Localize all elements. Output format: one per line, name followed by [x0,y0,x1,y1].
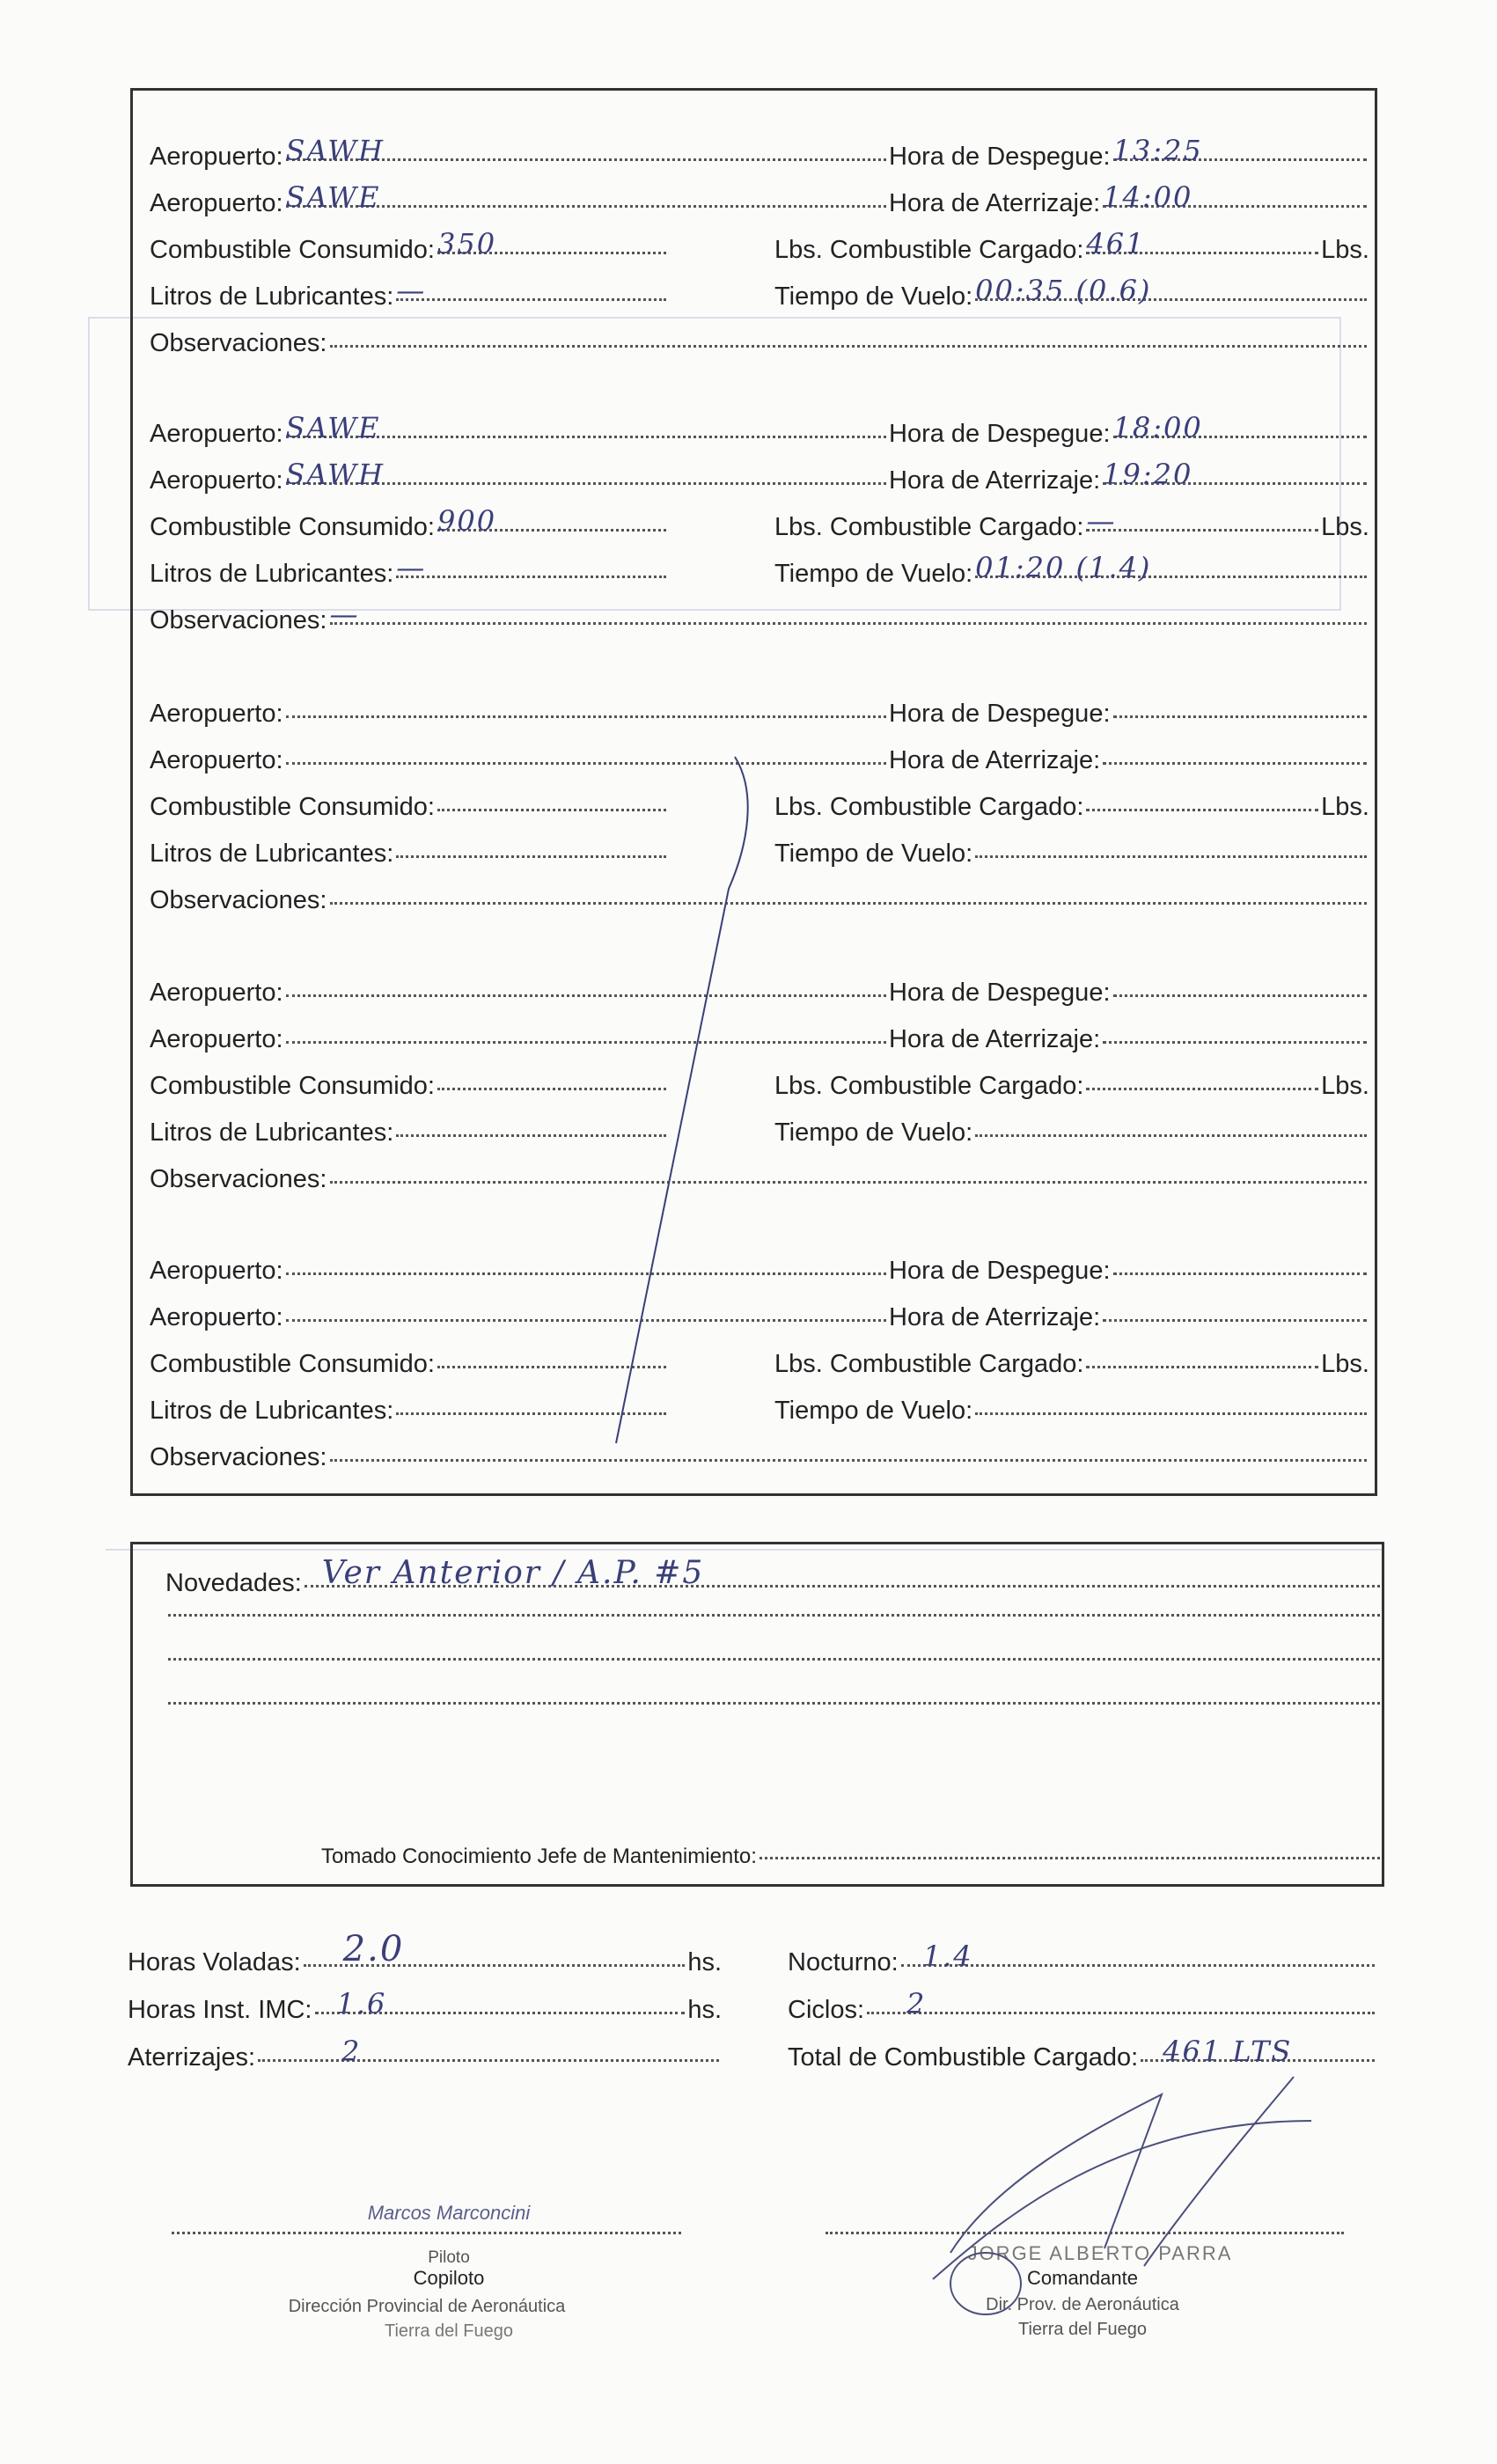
fuel-loaded-field[interactable] [774,504,1369,542]
airport-from-label: Aeropuerto: [150,700,283,728]
landings-field[interactable] [128,2035,722,2072]
arrival-time-field[interactable] [889,458,1369,495]
lubricants-label: Litros de Lubricantes: [150,282,394,311]
fuel-consumed-unit: Lbs. [774,1350,823,1378]
airport-to-field[interactable] [150,1025,889,1054]
commander-stamp-org2: Tierra del Fuego [1018,2320,1147,2339]
hours-flown-label: Horas Voladas: [128,1948,301,1976]
lubricants-field[interactable] [150,551,669,589]
airport-from-label: Aeropuerto: [150,1257,283,1285]
observations-label: Observaciones: [150,606,327,634]
total-fuel-field[interactable] [788,2035,1377,2072]
flight-time-field[interactable] [774,840,1369,869]
airport-to-label: Aeropuerto: [150,1025,283,1053]
copilot-stamp-org2: Tierra del Fuego [385,2321,513,2341]
fuel-loaded-field[interactable] [774,227,1369,265]
flight-time-label: Tiempo de Vuelo: [774,282,973,311]
imc-hours-value: 1.6 [336,1987,387,2020]
airport-to-field[interactable] [150,746,889,775]
airport-to-label: Aeropuerto: [150,1303,283,1331]
novedades-field[interactable] [165,1555,1383,1598]
copilot-stamp-org: Dirección Provincial de Aeronáutica [288,2297,566,2316]
fuel-loaded-field[interactable] [774,1072,1369,1101]
flight-time-value: 01:20 (1.4) [975,551,1152,584]
cycles-field[interactable] [788,1987,1377,2025]
airport-from-field[interactable] [150,1257,889,1286]
airport-from-label: Aeropuerto: [150,143,283,171]
departure-time-value: 13:25 [1112,134,1203,167]
fuel-consumed-label: Combustible Consumido: [150,1072,435,1100]
airport-from-value: SAWE [285,411,381,444]
fuel-loaded-label: Combustible Cargado: [829,236,1084,264]
airport-from-field[interactable] [150,700,889,729]
fuel-consumed-label: Combustible Consumido: [150,513,435,541]
arrival-time-label: Hora de Aterrizaje: [889,189,1101,217]
fuel-consumed-unit: Lbs. [774,793,823,821]
departure-time-label: Hora de Despegue: [889,700,1111,728]
fuel-loaded-value: 461 [1086,227,1146,260]
lubricants-value: — [396,274,427,307]
observations-field[interactable] [150,1165,1369,1194]
observations-value: — [329,598,360,631]
airport-to-label: Aeropuerto: [150,189,283,217]
night-label: Nocturno: [788,1948,899,1976]
fuel-loaded-unit: Lbs. [1321,1072,1369,1100]
departure-time-field[interactable] [889,1257,1369,1286]
fuel-consumed-label: Combustible Consumido: [150,236,435,264]
departure-time-field[interactable] [889,134,1369,172]
copilot-stamp-name: Marcos Marconcini [367,2202,531,2224]
novedades-line[interactable] [165,1661,1383,1664]
hours-suffix: hs. [687,1948,722,1976]
arrival-time-value: 19:20 [1103,458,1193,491]
hours-flown-value: 2.0 [342,1929,405,1969]
airport-from-label: Aeropuerto: [150,420,283,448]
arrival-time-label: Hora de Aterrizaje: [889,746,1101,774]
imc-hours-label: Horas Inst. IMC: [128,1996,312,2024]
observations-field[interactable] [150,886,1369,915]
copilot-stamp-role: Piloto [428,2248,470,2267]
observations-field[interactable] [150,1443,1369,1472]
hours-flown-field[interactable] [128,1929,722,1977]
fuel-consumed-value: 350 [437,227,497,260]
fuel-loaded-unit: Lbs. [1321,1350,1369,1378]
arrival-time-field[interactable] [889,1303,1369,1332]
lubricants-label: Litros de Lubricantes: [150,560,394,588]
fuel-consumed-unit: Lbs. [774,513,823,541]
total-fuel-value: 461 LTS [1163,2035,1293,2068]
commander-signature-line[interactable] [823,2235,1347,2238]
fuel-consumed-unit: Lbs. [774,236,823,264]
fuel-loaded-label: Combustible Cargado: [829,1350,1084,1378]
cycles-value: 2 [906,1987,927,2020]
departure-time-label: Hora de Despegue: [889,420,1111,448]
arrival-time-field[interactable] [889,180,1369,218]
night-value: 1.4 [922,1940,973,1973]
fuel-consumed-field[interactable] [150,1072,669,1101]
novedades-value: Ver Anterior / A.P. #5 [321,1555,705,1591]
fuel-consumed-label: Combustible Consumido: [150,793,435,821]
fuel-loaded-unit: Lbs. [1321,793,1369,821]
flight-time-value: 00:35 (0.6) [975,274,1152,307]
landings-value: 2 [341,2035,362,2068]
airport-to-label: Aeropuerto: [150,746,283,774]
flight-time-label: Tiempo de Vuelo: [774,560,973,588]
departure-time-field[interactable] [889,700,1369,729]
flight-time-field[interactable] [774,1397,1369,1426]
departure-time-label: Hora de Despegue: [889,979,1111,1007]
airport-from-label: Aeropuerto: [150,979,283,1007]
observations-label: Observaciones: [150,1443,327,1471]
novedades-line[interactable] [165,1617,1383,1620]
observations-label: Observaciones: [150,329,327,357]
departure-time-value: 18:00 [1112,411,1203,444]
maintenance-ack-label: Tomado Conocimiento Jefe de Mantenimiento: [321,1844,757,1868]
fuel-consumed-value: 900 [437,504,497,538]
departure-time-field[interactable] [889,979,1369,1008]
landings-label: Aterrizajes: [128,2043,256,2072]
fuel-loaded-field[interactable] [774,793,1369,822]
fuel-consumed-field[interactable] [150,504,669,542]
lubricants-field[interactable] [150,274,669,312]
fuel-consumed-field[interactable] [150,793,669,822]
fuel-loaded-field[interactable] [774,1350,1369,1379]
arrival-time-field[interactable] [889,746,1369,775]
departure-time-field[interactable] [889,411,1369,449]
fuel-consumed-label: Combustible Consumido: [150,1350,435,1378]
airport-to-field[interactable] [150,180,889,218]
lubricants-field[interactable] [150,1118,669,1148]
fuel-loaded-label: Combustible Cargado: [829,513,1084,541]
airport-to-field[interactable] [150,458,889,495]
observations-label: Observaciones: [150,886,327,914]
copilot-signature-line[interactable] [169,2235,684,2238]
maintenance-ack-field[interactable] [321,1844,1383,1869]
airport-to-value: SAWE [285,180,381,214]
lubricants-value: — [396,551,427,584]
arrival-time-label: Hora de Aterrizaje: [889,1025,1101,1053]
airport-from-value: SAWH [285,134,385,167]
flight-time-field[interactable] [774,1118,1369,1148]
fuel-loaded-unit: Lbs. [1321,513,1369,541]
commander-role-label: Comandante [1027,2267,1138,2289]
novedades-line[interactable] [165,1705,1383,1708]
observations-field[interactable] [150,598,1369,635]
fuel-loaded-label: Combustible Cargado: [829,1072,1084,1100]
airport-to-label: Aeropuerto: [150,466,283,495]
arrival-time-label: Hora de Aterrizaje: [889,1303,1101,1331]
fuel-consumed-field[interactable] [150,227,669,265]
arrival-time-label: Hora de Aterrizaje: [889,466,1101,495]
fuel-loaded-unit: Lbs. [1321,236,1369,264]
fuel-loaded-value: — [1086,504,1117,538]
hours-suffix: hs. [687,1996,722,2024]
lubricants-label: Litros de Lubricantes: [150,1397,394,1425]
fuel-loaded-label: Combustible Cargado: [829,793,1084,821]
airport-from-field[interactable] [150,411,889,449]
flight-time-field[interactable] [774,551,1369,589]
lubricants-label: Litros de Lubricantes: [150,1118,394,1147]
lubricants-label: Litros de Lubricantes: [150,840,394,868]
fuel-consumed-unit: Lbs. [774,1072,823,1100]
cycles-label: Ciclos: [788,1996,865,2024]
observations-label: Observaciones: [150,1165,327,1193]
imc-hours-field[interactable] [128,1987,722,2025]
copilot-role-label: Copiloto [413,2267,485,2289]
flight-time-label: Tiempo de Vuelo: [774,1118,973,1147]
flight-time-label: Tiempo de Vuelo: [774,840,973,868]
night-field[interactable] [788,1940,1377,1977]
airport-from-field[interactable] [150,979,889,1008]
novedades-label: Novedades: [165,1569,302,1597]
commander-stamp-name: JORGE ALBERTO PARRA [967,2242,1233,2264]
fuel-consumed-field[interactable] [150,1350,669,1379]
lubricants-field[interactable] [150,1397,669,1426]
arrival-time-value: 14:00 [1103,180,1193,214]
flight-time-label: Tiempo de Vuelo: [774,1397,973,1425]
commander-stamp-org: Dir. Prov. de Aeronáutica [986,2295,1179,2314]
total-fuel-label: Total de Combustible Cargado: [788,2043,1139,2072]
flight-time-field[interactable] [774,274,1369,312]
observations-field[interactable] [150,329,1369,358]
lubricants-field[interactable] [150,840,669,869]
airport-to-value: SAWH [285,458,385,491]
airport-to-field[interactable] [150,1303,889,1332]
arrival-time-field[interactable] [889,1025,1369,1054]
departure-time-label: Hora de Despegue: [889,1257,1111,1285]
airport-from-field[interactable] [150,134,889,172]
departure-time-label: Hora de Despegue: [889,143,1111,171]
